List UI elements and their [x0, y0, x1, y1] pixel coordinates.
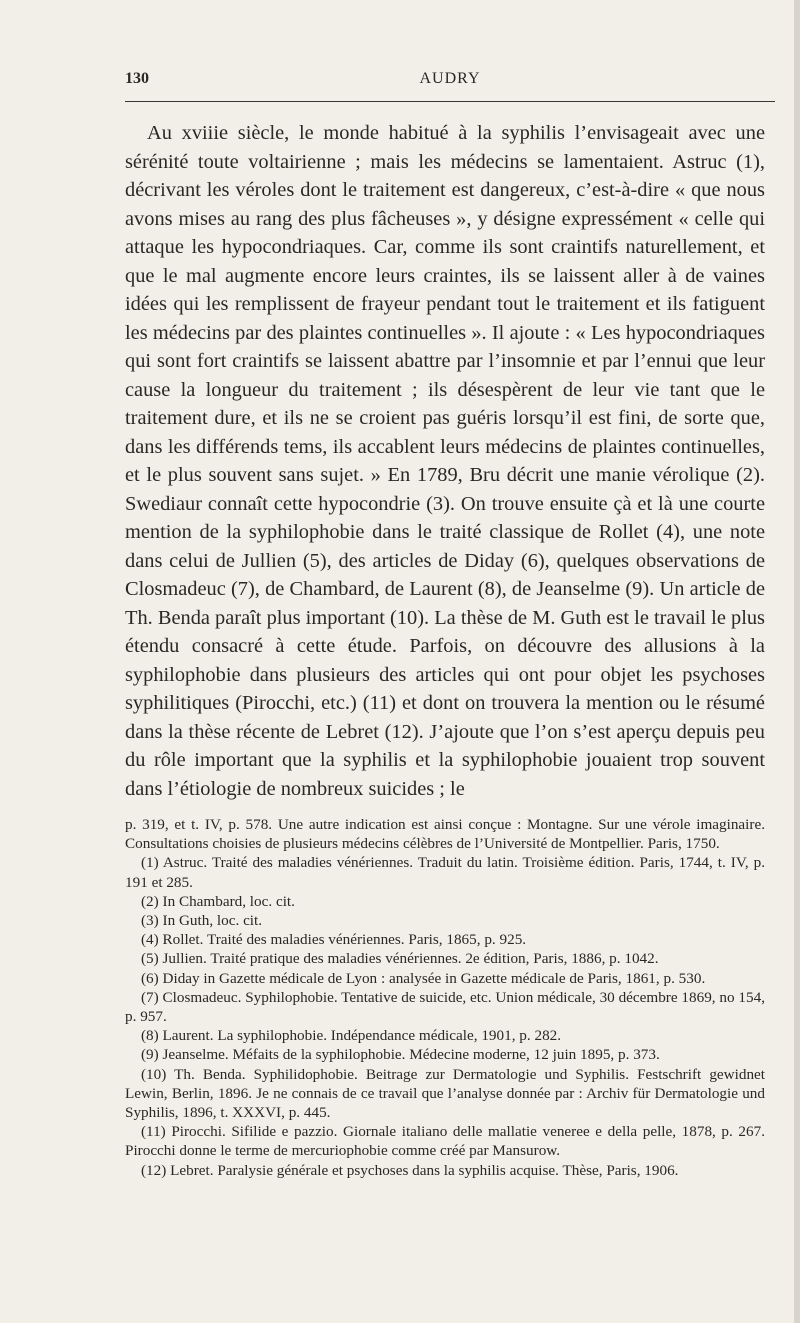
page-number: 130	[125, 70, 149, 87]
footnote-12: (12) Lebret. Paralysie générale et psychoses dans la syphilis acquise. Thèse, Paris, 1906.	[141, 1161, 679, 1179]
body-paragraph: Au xviiie siècle, le monde habitué à la syphilis l’envisageait avec une sérénité toute voltairienne ; mais les médecins se lamentaient. Astruc (1), décrivant les véroles dont le traitement est dangereux, c’est-à-dire « que nous avons mises au rang des plus fâcheuses », y désigne expressément « celle qui attaque les hypocondriaques. Car, comme ils sont craintifs naturellement, et que le mal augmente encore leurs craintes, ils se laissent aller à de vaines idées qui les remplissent de frayeur pendant tout le traitement et ils fatiguent les médecins par des plaintes continuelles ». Il ajoute : « Les hypocondriaques qui sont fort craintifs se laissent abattre par l’insomnie et par l’ennui que leur cause la longueur du traitement ; ils désespèrent de leur vie tant que le traitement dure, et ils ne se croient pas guéris lorsqu’il est fini, de sorte que, dans les différends tems, ils accablent leurs médecins de plaintes continuelles, et le plus souvent sans sujet. » En 1789, Bru décrit une manie vérolique (2). Swediaur connaît cette hypocondrie (3). On trouve ensuite çà et là une courte mention de la syphilophobie dans le traité classique de Rollet (4), une note dans celui de Jullien (5), des articles de Diday (6), quelques observations de Closmadeuc (7), de Chambard, de Laurent (8), de Jeanselme (9). Un article de Th. Benda paraît plus important (10). La thèse de M. Guth est le travail le plus étendu consacré à cette étude. Parfois, on découvre des allusions à la syphilophobie dans plusieurs des articles qui ont pour objet les psychoses syphilitiques (Pirocchi, etc.) (11) et dont on trouvera la mention ou le résumé dans la thèse récente de Lebret (12). J’ajoute que l’on s’est aperçu depuis peu du rôle important que la syphilis et la syphilophobie jouaient trop souvent dans l’étiologie de nombreux suicides ; le	[125, 122, 765, 800]
footnote-11: (11) Pirocchi. Sifilide e pazzio. Giornale italiano delle mallatie veneree e della pelle, 1878, p. 267. Pirocchi donne le terme de mercuriophobie comme créé par Mansurow.	[125, 1123, 765, 1160]
page-edge	[794, 0, 800, 1323]
footnote-1: (1) Astruc. Traité des maladies vénériennes. Traduit du latin. Troisième édition. Paris, 1744, t. IV, p. 191 et 285.	[125, 854, 765, 891]
page-header	[125, 70, 770, 92]
footnotes	[125, 815, 765, 1180]
footnote-5: (5) Jullien. Traité pratique des maladies vénériennes. 2e édition, Paris, 1886, p. 1042.	[141, 950, 659, 968]
running-title: AUDRY	[419, 70, 481, 87]
footnote-continuation: p. 319, et t. IV, p. 578. Une autre indication est ainsi conçue : Montagne. Sur une vérole imaginaire. Consultations choisies de plusieurs médecins célèbres de l’Université de Montpellier. Paris, 1750.	[125, 816, 765, 853]
footnote-6: (6) Diday in Gazette médicale de Lyon : analysée in Gazette médicale de Paris, 1861, p. 530.	[141, 969, 706, 987]
footnote-9: (9) Jeanselme. Méfaits de la syphilophobie. Médecine moderne, 12 juin 1895, p. 373.	[141, 1046, 660, 1064]
footnote-7: (7) Closmadeuc. Syphilophobie. Tentative de suicide, etc. Union médicale, 30 décembre 1869, no 154, p. 957.	[125, 988, 765, 1026]
main-text	[125, 119, 765, 803]
footnote-10: (10) Th. Benda. Syphilidophobie. Beitrage zur Dermatologie und Syphilis. Festschrift gewidnet Lewin, Berlin, 1896. Je ne connais de ce travail que l’analyse donnée par : Archiv für Dermatologie und Syphilis, 1896, t. XXXVI, p. 445.	[125, 1065, 765, 1122]
footnote-3: (3) In Guth, loc. cit.	[141, 912, 263, 930]
header-rule	[125, 101, 775, 102]
footnote-8: (8) Laurent. La syphilophobie. Indépendance médicale, 1901, p. 282.	[141, 1027, 562, 1045]
footnote-4: (4) Rollet. Traité des maladies vénériennes. Paris, 1865, p. 925.	[141, 931, 527, 949]
footnote-2: (2) In Chambard, loc. cit.	[141, 892, 295, 910]
